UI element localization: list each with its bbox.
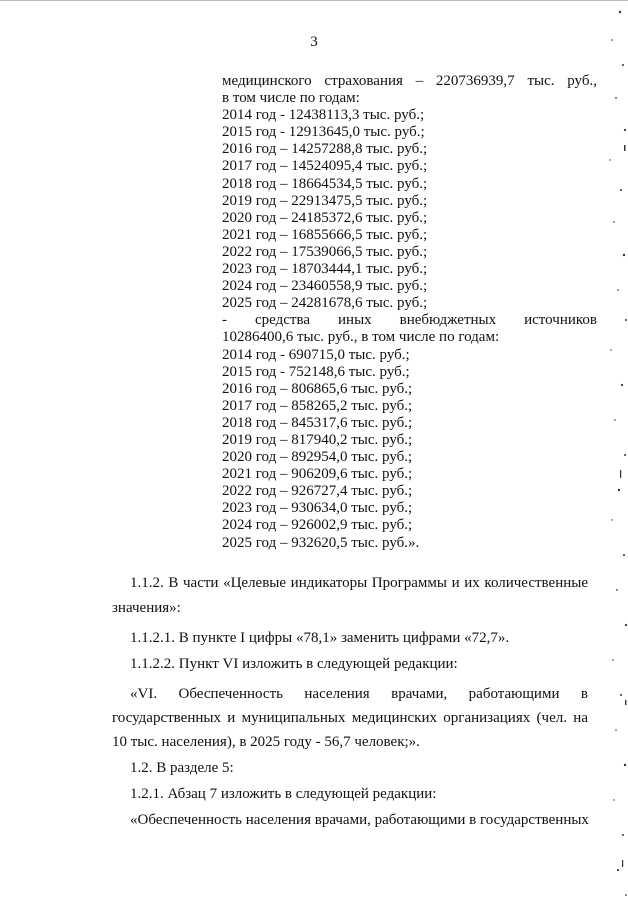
list-item: 2025 год – 24281678,6 тыс. руб.;	[222, 295, 428, 312]
list-item: 2014 год - 690715,0 тыс. руб.;	[222, 346, 410, 363]
funding-years-list-b	[222, 347, 597, 552]
list-item: 2022 год – 926727,4 тыс. руб.;	[222, 483, 413, 500]
paragraph-1-2-1: 1.2.1. Абзац 7 изложить в следующей редакции:	[130, 786, 437, 802]
quote-text: «VI. Обеспеченность населения врачами, работающими в государственных и муниципальных медицинских организациях (чел. на 10 тыс. населения), в 2025 году - 56,7 человек;».	[112, 686, 588, 750]
list-item: 2023 год – 930634,0 тыс. руб.;	[222, 500, 413, 517]
list-item: 2024 год – 23460558,9 тыс. руб.;	[222, 278, 428, 295]
list-item: 2020 год – 892954,0 тыс. руб.;	[222, 449, 413, 466]
list-item: 2014 год - 12438113,3 тыс. руб.;	[222, 107, 425, 124]
page-number: 3	[310, 34, 318, 50]
list-item: 2015 год - 752148,6 тыс. руб.;	[222, 363, 410, 380]
paragraph-1-1-2-1: 1.1.2.1. В пункте I цифры «78,1» заменить цифрами «72,7».	[130, 630, 510, 646]
list-item: 2019 год – 22913475,5 тыс. руб.;	[222, 192, 428, 209]
other-sources-line-1: - средства иных внебюджетных источников	[222, 312, 597, 329]
other-sources-line-2: 10286400,6 тыс. руб., в том числе по годам:	[222, 329, 500, 346]
list-item: 2017 год – 14524095,4 тыс. руб.;	[222, 158, 428, 175]
list-item: 2024 год – 926002,9 тыс. руб.;	[222, 517, 413, 534]
list-item: 2022 год – 17539066,5 тыс. руб.;	[222, 243, 428, 260]
paragraph-last: «Обеспеченность населения врачами, работающими в государственных	[130, 812, 589, 828]
list-item: 2025 год – 932620,5 тыс. руб.».	[222, 534, 420, 551]
funding-line-2: в том числе по годам:	[222, 90, 360, 107]
list-item: 2021 год – 906209,6 тыс. руб.;	[222, 466, 413, 483]
paragraph-1-2: 1.2. В разделе 5:	[130, 760, 234, 776]
list-item: 2023 год – 18703444,1 тыс. руб.;	[222, 261, 428, 278]
list-item: 2015 год - 12913645,0 тыс. руб.;	[222, 124, 425, 141]
list-item: 2016 год – 14257288,8 тыс. руб.;	[222, 141, 428, 158]
paragraph-1-1-2-2: 1.1.2.2. Пункт VI изложить в следующей редакции:	[130, 656, 458, 672]
quote-paragraph	[112, 682, 588, 754]
paragraph-1-1-2-line-1: 1.1.2. В части «Целевые индикаторы Программы и их количественные	[130, 575, 588, 591]
list-item: 2020 год – 24185372,6 тыс. руб.;	[222, 209, 428, 226]
list-item: 2021 год – 16855666,5 тыс. руб.;	[222, 226, 428, 243]
list-item: 2018 год – 845317,6 тыс. руб.;	[222, 414, 413, 431]
funding-block	[222, 73, 597, 552]
list-item: 2019 год – 817940,2 тыс. руб.;	[222, 431, 413, 448]
list-item: 2018 год – 18664534,5 тыс. руб.;	[222, 175, 428, 192]
paragraph-1-1-2-line-2: значения»:	[112, 600, 181, 616]
list-item: 2016 год – 806865,6 тыс. руб.;	[222, 380, 413, 397]
funding-years-list-a	[222, 107, 597, 312]
funding-line-1: медицинского страхования – 220736939,7 тыс. руб.,	[222, 73, 597, 89]
list-item: 2017 год – 858265,2 тыс. руб.;	[222, 397, 413, 414]
scan-top-edge	[0, 0, 628, 1]
